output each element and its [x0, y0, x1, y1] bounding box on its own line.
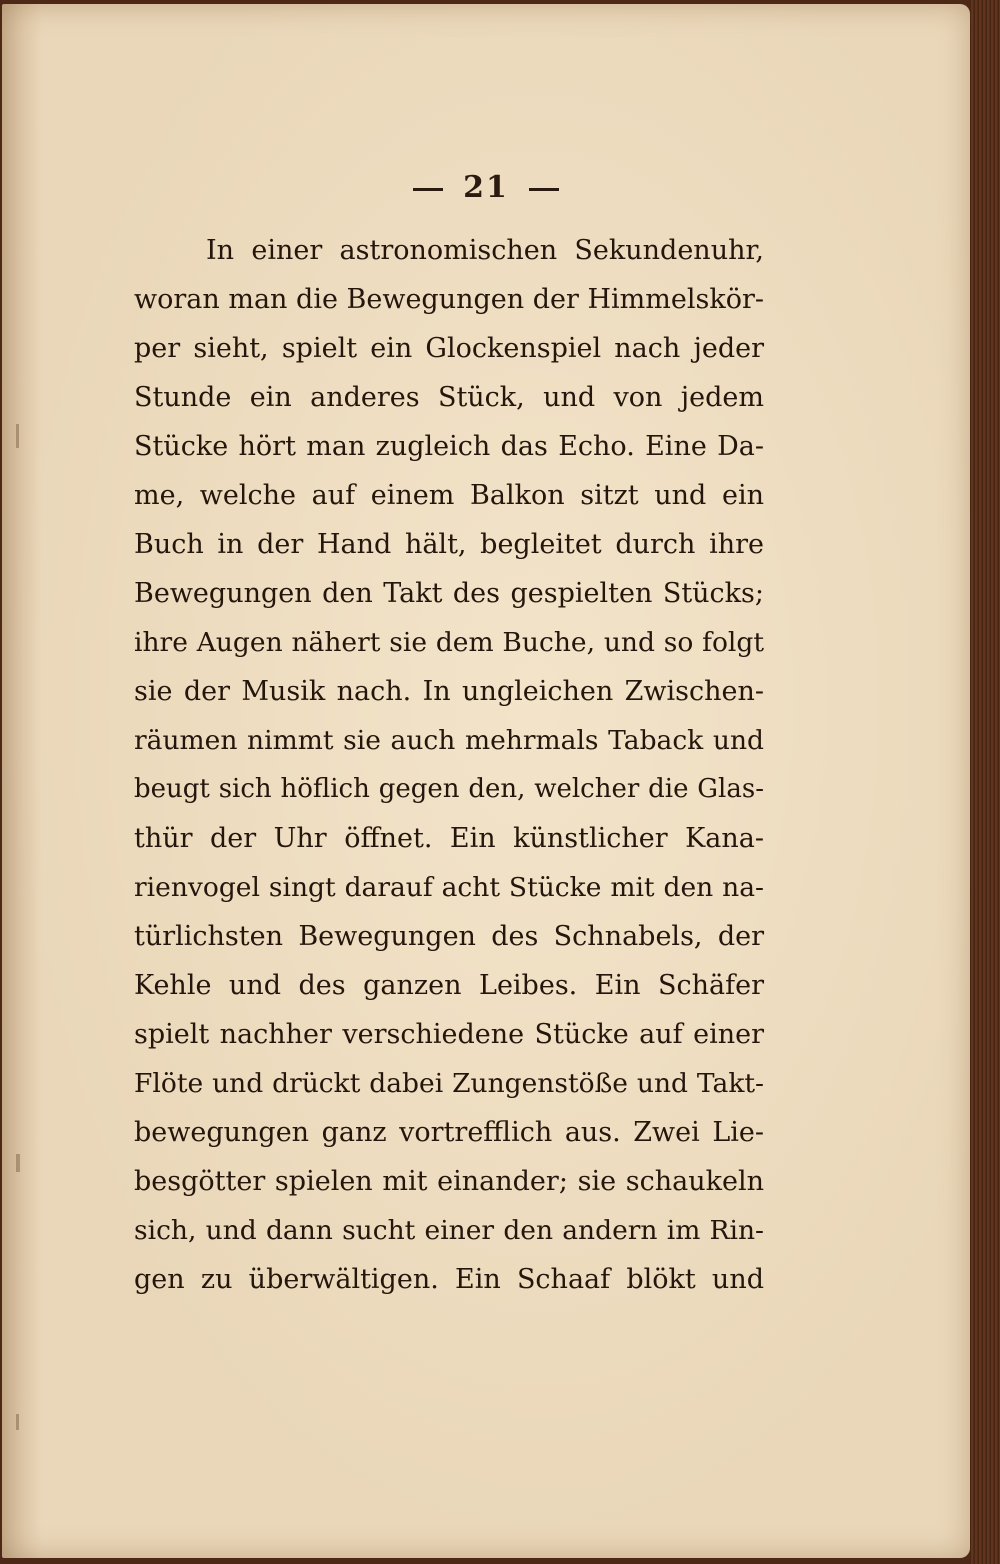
text-line: Stücke hört man zugleich das Echo. Eine Da-	[134, 431, 764, 462]
header-dash-right	[529, 188, 559, 191]
text-line: Kehle und des ganzen Leibes. Ein Schäfer	[134, 970, 764, 1001]
text-line: me, welche auf einem Balkon sitzt und ein	[134, 480, 764, 511]
text-line: ihre Augen nähert sie dem Buche, und so folgt	[134, 627, 764, 658]
text-line: Bewegungen den Takt des gespielten Stücks;	[134, 578, 764, 609]
text-line: spielt nachher verschiedene Stücke auf einer	[134, 1019, 764, 1050]
body-text	[134, 226, 764, 1304]
margin-mark	[16, 1414, 19, 1430]
text-line: Stunde ein anderes Stück, und von jedem	[134, 382, 764, 413]
text-line: besgötter spielen mit einander; sie schaukeln	[134, 1166, 764, 1197]
text-line: thür der Uhr öffnet. Ein künstlicher Kana-	[134, 823, 764, 854]
text-line: woran man die Bewegungen der Himmelskör-	[134, 284, 764, 315]
text-line: per sieht, spielt ein Glockenspiel nach jeder	[134, 333, 764, 364]
text-line: Buch in der Hand hält, begleitet durch ihre	[134, 529, 764, 560]
paper-page	[2, 4, 970, 1558]
text-line: In einer astronomischen Sekundenuhr,	[206, 235, 764, 266]
text-line: Flöte und drückt dabei Zungenstöße und Takt-	[134, 1068, 764, 1099]
text-line: räumen nimmt sie auch mehrmals Taback und	[134, 725, 764, 756]
text-line: türlichsten Bewegungen des Schnabels, der	[134, 921, 764, 952]
text-line: bewegungen ganz vortrefflich aus. Zwei Lie-	[134, 1117, 764, 1148]
text-line: rienvogel singt darauf acht Stücke mit den na-	[134, 872, 764, 903]
header-dash-left	[413, 188, 443, 191]
text-line: gen zu überwältigen. Ein Schaaf blökt und	[134, 1264, 764, 1295]
text-line: sich, und dann sucht einer den andern im Rin-	[134, 1215, 764, 1246]
book-page-edges	[970, 0, 1000, 1564]
text-line: beugt sich höflich gegen den, welcher die Glas-	[134, 774, 764, 804]
margin-mark	[16, 1154, 20, 1172]
page-number: 21	[463, 170, 509, 205]
text-line: sie der Musik nach. In ungleichen Zwischen-	[134, 676, 764, 707]
page-header	[2, 170, 970, 205]
margin-mark	[16, 424, 19, 448]
